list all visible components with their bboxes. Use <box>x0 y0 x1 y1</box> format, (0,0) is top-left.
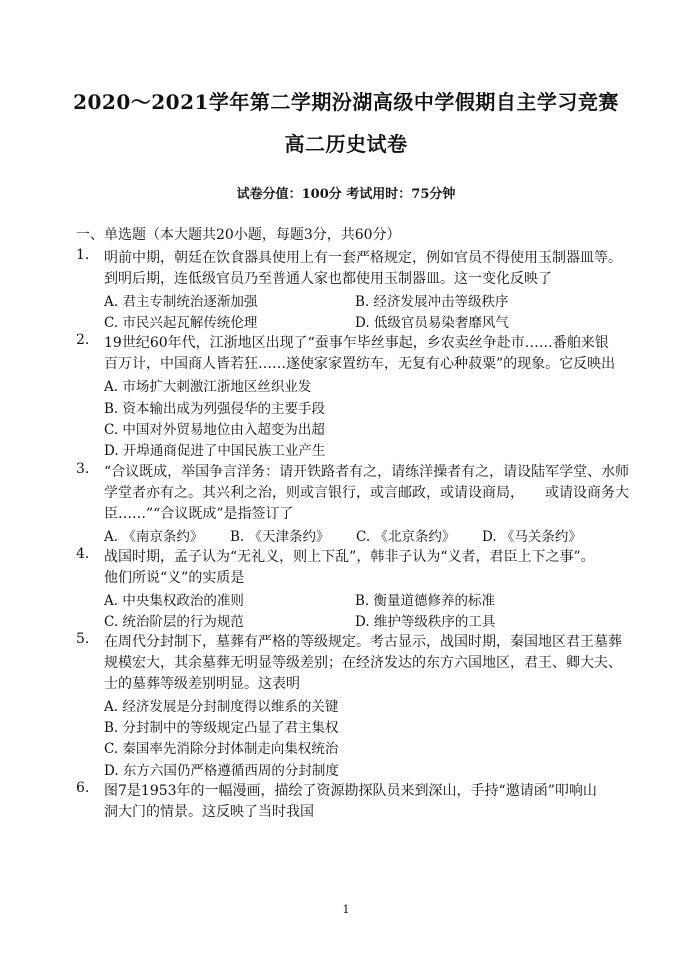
question-text: 19世纪60年代，江浙地区出现了“蚕事乍毕丝事起，乡农卖丝争赴市……番舶来银 <box>104 335 609 351</box>
question-text: 他们所说“义”的实质是 <box>104 570 245 586</box>
question-number: 3. <box>76 461 90 477</box>
question-text: 洞大门的情景。这反映了当时我国 <box>104 804 314 820</box>
option: D. 《马关条约》 <box>482 529 582 545</box>
option: D. 东方六国仍严格遵循西周的分封制度 <box>104 763 339 779</box>
question-number: 5. <box>76 631 90 647</box>
option: C. 秦国率先消除分封体制走向集权统治 <box>104 741 339 757</box>
option: B. 分封制中的等级规定凸显了君主集权 <box>104 720 339 736</box>
question-number: 4. <box>76 546 90 562</box>
option: D. 低级官员易染奢靡风气 <box>355 315 509 331</box>
option: D. 开埠通商促进了中国民族工业产生 <box>104 443 326 459</box>
exam-info: 试卷分值：100分 考试用时：75分钟 <box>236 187 456 202</box>
option: B. 衡量道德修养的标准 <box>355 593 496 609</box>
option: A. 中央集权政治的准则 <box>104 593 244 609</box>
question-text: 到明后期，连低级官员乃至普通人家也都使用玉制器皿。这一变化反映了 <box>104 271 552 287</box>
option: C. 市民兴起瓦解传统伦理 <box>104 315 258 331</box>
question-text: 在周代分封制下，墓葬有严格的等级规定。考古显示，战国时期，秦国地区君王墓葬 <box>104 634 622 650</box>
option: C. 统治阶层的行为规范 <box>104 614 244 630</box>
question-text: 学堂者亦有之。其兴利之治，则或言银行，或言邮政，或请设商局， 或请设商务大 <box>104 485 629 501</box>
option: A. 君主专制统治逐渐加强 <box>104 294 258 310</box>
section-heading: 一、单选题（本大题共20小题，每题3分，共60分） <box>76 227 401 243</box>
question-text: 规模宏大，其余墓葬无明显等级差别；在经济发达的东方六国地区，君王、卿大夫、 <box>104 655 622 671</box>
question-text: 臣……”“合议既成”是指签订了 <box>104 506 294 522</box>
question-text: 图7是1953年的一幅漫画，描绘了资源勘探队员来到深山，手持“邀请函”叩响山 <box>104 783 597 799</box>
exam-title: 2020～2021学年第二学期汾湖高级中学假期自主学习竞赛 <box>73 90 619 114</box>
option: B. 经济发展冲击等级秩序 <box>355 294 509 310</box>
question-text: 战国时期，孟子认为“无礼义，则上下乱”，韩非子认为“义者，君臣上下之事”。 <box>104 549 595 565</box>
question-text: 士的墓葬等级差别明显。这表明 <box>104 676 300 692</box>
question-text: “合议既成，举国争言洋务：请开铁路者有之，请练洋操者有之，请设陆军学堂、水师 <box>104 464 630 480</box>
exam-subtitle: 高二历史试卷 <box>284 132 408 156</box>
option: A. 《南京条约》 <box>104 529 204 545</box>
question-text: 百万计，中国商人皆若狂……遂使家家置纺车，无复有心种菽粟”的现象。它反映出 <box>104 356 616 372</box>
question-number: 6. <box>76 780 90 796</box>
option: A. 经济发展是分封制度得以维系的关键 <box>104 699 339 715</box>
question-text: 明前中期，朝廷在饮食器具使用上有一套严格规定，例如官员不得使用玉制器皿等。 <box>104 250 622 266</box>
option: D. 维护等级秩序的工具 <box>355 614 496 630</box>
page-number: 1 <box>342 903 350 916</box>
option: C. 中国对外贸易地位由入超变为出超 <box>104 422 325 438</box>
option: B. 《天津条约》 <box>230 529 330 545</box>
question-number: 2. <box>76 332 90 348</box>
option: C. 《北京条约》 <box>356 529 456 545</box>
option: B. 资本输出成为列强侵华的主要手段 <box>104 401 326 417</box>
option: A. 市场扩大刺激江浙地区丝织业发 <box>104 379 312 395</box>
question-number: 1. <box>76 247 90 263</box>
